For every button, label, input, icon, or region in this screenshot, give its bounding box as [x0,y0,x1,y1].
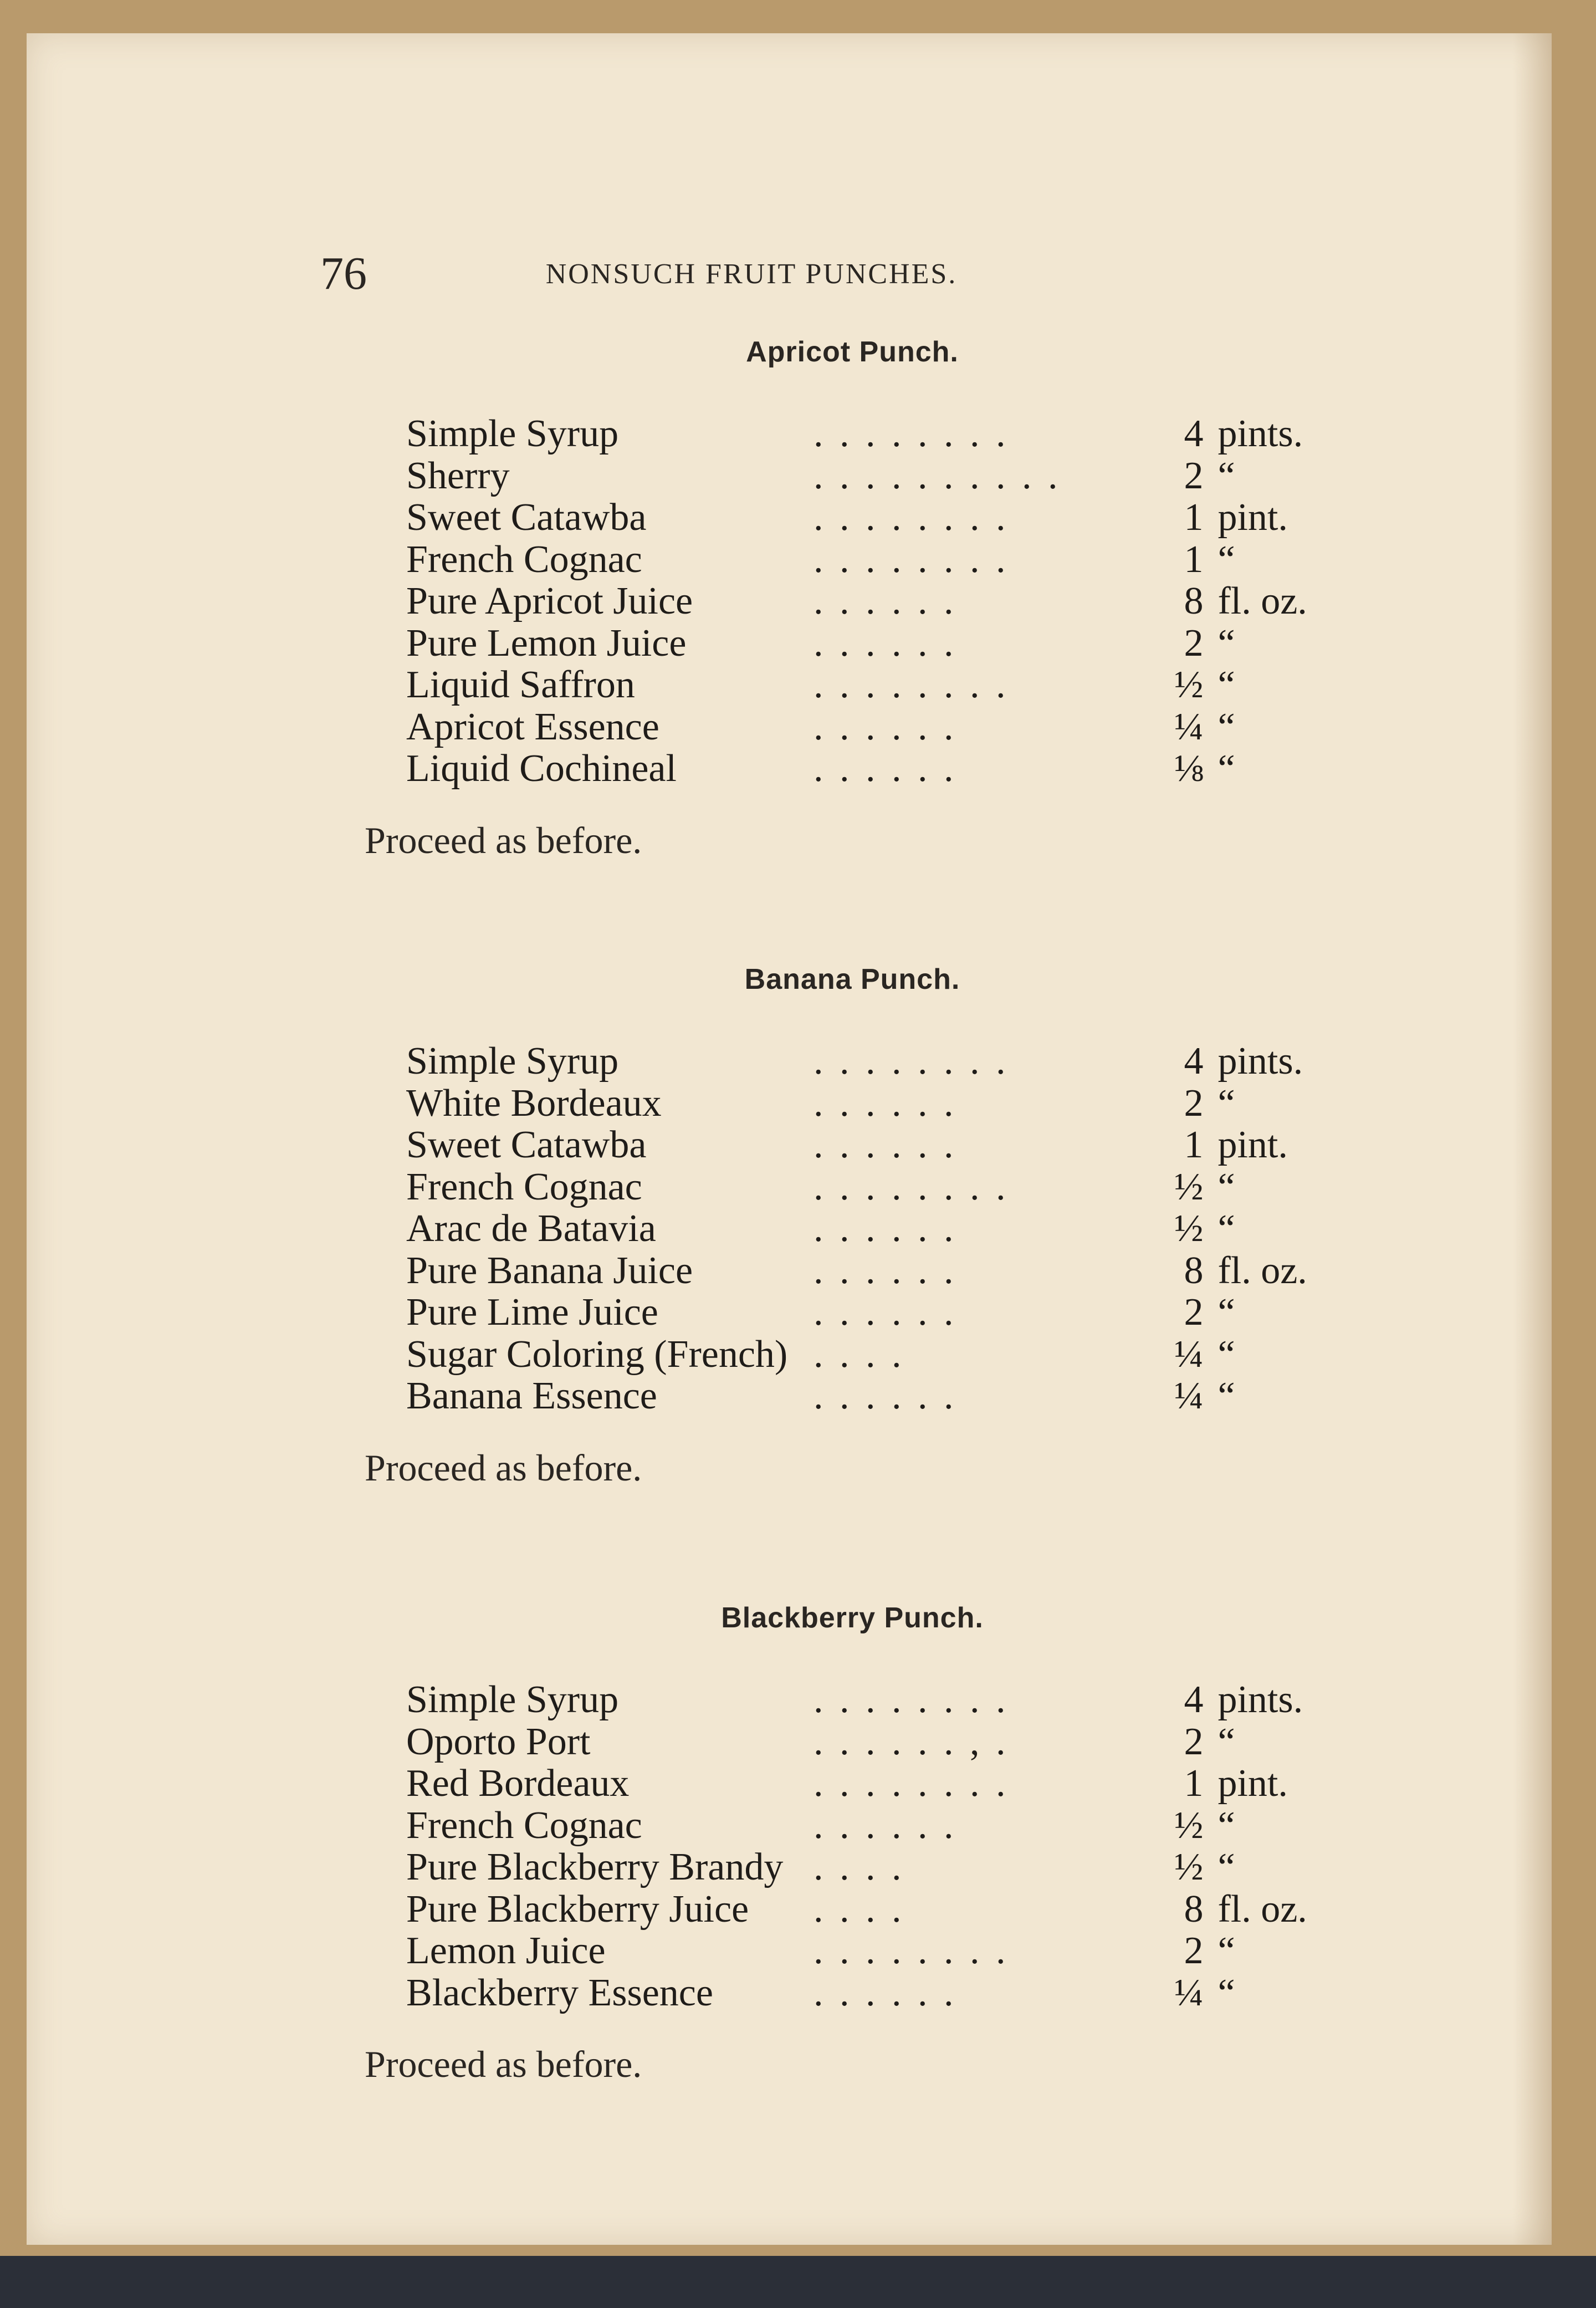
ingredient-quantity: 8 [1184,1249,1204,1292]
ingredient-unit: “ [1218,1291,1235,1334]
ingredient-name: White Bordeaux [406,1082,662,1124]
proceed-note: Proceed as before. [365,819,642,861]
ingredient-name: Liquid Cochineal [406,748,677,790]
ingredient-unit: “ [1218,1207,1235,1250]
ingredient-quantity: ¼ [1174,1332,1204,1376]
ingredient-row [337,413,1368,455]
running-title: NONSUCH FRUIT PUNCHES. [545,258,958,290]
ingredient-quantity: 2 [1184,1929,1204,1972]
ingredient-quantity: 2 [1184,621,1204,665]
leader-dots: . . . . . . . . . . [814,455,1061,497]
ingredient-quantity: 4 [1184,412,1204,455]
ingredient-unit: “ [1218,663,1235,706]
ingredient-quantity: 4 [1184,1040,1204,1082]
ingredient-quantity: 2 [1184,454,1204,497]
ingredient-quantity: ¼ [1174,1375,1204,1417]
ingredient-quantity: 2 [1184,1291,1204,1334]
ingredient-row [337,1250,1368,1292]
ingredient-unit: “ [1218,705,1235,748]
ingredient-name: Pure Blackberry Brandy [406,1846,784,1888]
ingredient-row [337,1124,1368,1166]
ingredient-list [337,1040,1368,1417]
ingredient-row [337,1166,1368,1208]
ingredient-unit: pints. [1218,412,1303,455]
ingredient-unit: “ [1218,454,1235,497]
ingredient-name: Liquid Saffron [406,664,635,706]
page-header [291,247,1211,308]
ingredient-quantity: 1 [1184,538,1204,581]
ingredient-name: Pure Lemon Juice [406,622,687,664]
ingredient-row [337,1763,1368,1805]
ingredient-row [337,1334,1368,1376]
leader-dots: . . . . . . [814,1082,957,1124]
recipe-title: Apricot Punch. [746,336,959,368]
ingredient-row [337,748,1368,790]
ingredient-name: Pure Lime Juice [406,1291,658,1334]
ingredient-quantity: 1 [1184,1124,1204,1166]
ingredient-row [337,1291,1368,1334]
ingredient-name: Apricot Essence [406,706,659,748]
ingredient-quantity: 1 [1184,1762,1204,1805]
recipe-banana-punch [337,963,1368,1490]
ingredient-row [337,664,1368,706]
ingredient-name: Simple Syrup [406,413,619,455]
ingredient-name: Sweet Catawba [406,497,647,539]
ingredient-name: Blackberry Essence [406,1972,713,2014]
ingredient-quantity: ½ [1174,1165,1204,1208]
ingredient-name: Simple Syrup [406,1679,619,1721]
ingredient-unit: “ [1218,1929,1235,1972]
recipe-blackberry-punch [337,1601,1368,2086]
leader-dots: . . . . [814,1333,905,1375]
recipe-apricot-punch [337,335,1368,862]
ingredient-unit: pints. [1218,1678,1303,1721]
ingredient-name: French Cognac [406,1166,642,1208]
ingredient-quantity: ½ [1174,1804,1204,1847]
ingredient-unit: pint. [1218,496,1288,539]
ingredient-name: Red Bordeaux [406,1763,630,1805]
book-page [27,33,1552,2245]
leader-dots: . . . . . . [814,622,957,664]
leader-dots: . . . . . . [814,1208,957,1250]
leader-dots: . . . . . . [814,706,957,748]
ingredient-list [337,1679,1368,2014]
ingredient-name: Sherry [406,455,510,497]
page-gutter-shadow [1513,33,1552,2245]
leader-dots: . . . . . . [814,1249,957,1291]
ingredient-row [337,455,1368,497]
ingredient-name: French Cognac [406,538,642,580]
leader-dots: . . . . [814,1888,905,1930]
ingredient-quantity: 8 [1184,1887,1204,1931]
ingredient-unit: fl. oz. [1218,1887,1307,1931]
recipe-title: Banana Punch. [744,963,960,995]
ingredient-quantity: ¼ [1174,1971,1204,2014]
leader-dots: . . . . . . [814,748,957,790]
ingredient-quantity: 4 [1184,1678,1204,1721]
leader-dots: . . . . . . [814,1291,957,1334]
ingredient-unit: “ [1218,1720,1235,1763]
ingredient-name: Pure Blackberry Juice [406,1888,749,1930]
leader-dots: . . . . . . [814,580,957,622]
proceed-note: Proceed as before. [365,2043,642,2085]
ingredient-unit: “ [1218,747,1235,790]
ingredient-name: Banana Essence [406,1375,657,1417]
ingredient-unit: “ [1218,621,1235,665]
ingredient-name: Simple Syrup [406,1040,619,1082]
ingredient-row [337,1930,1368,1972]
ingredient-name: Arac de Batavia [406,1208,656,1250]
leader-dots: . . . . . . [814,1124,957,1166]
ingredient-quantity: ⅛ [1174,747,1204,790]
ingredient-row [337,1040,1368,1082]
ingredient-unit: pints. [1218,1040,1303,1082]
ingredient-list [337,413,1368,790]
ingredient-quantity: ½ [1174,663,1204,706]
ingredient-quantity: 2 [1184,1081,1204,1125]
ingredient-row [337,1805,1368,1847]
ingredient-unit: “ [1218,1081,1235,1125]
ingredient-unit: “ [1218,1846,1235,1888]
ingredient-row [337,1888,1368,1931]
ingredient-row [337,1679,1368,1721]
ingredient-row [337,539,1368,581]
ingredient-row [337,1721,1368,1763]
leader-dots: . . . . . . . . [814,538,1009,580]
ingredient-row [337,1082,1368,1125]
ingredient-quantity: ½ [1174,1207,1204,1250]
recipe-title: Blackberry Punch. [721,1602,984,1634]
ingredient-unit: “ [1218,1332,1235,1376]
leader-dots: . . . . . . . . [814,1679,1009,1721]
leader-dots: . . . . . . . . [814,1166,1009,1208]
ingredient-unit: fl. oz. [1218,1249,1307,1292]
ingredient-unit: pint. [1218,1124,1288,1166]
leader-dots: . . . . [814,1846,905,1888]
ingredient-row [337,1208,1368,1250]
ingredient-unit: “ [1218,1165,1235,1208]
ingredient-row [337,1375,1368,1417]
ingredient-name: Sugar Coloring (French) [406,1333,788,1375]
leader-dots: . . . . . . . . [814,497,1009,539]
leader-dots: . . . . . . [814,1804,957,1846]
ingredient-unit: fl. oz. [1218,580,1307,622]
ingredient-row [337,1846,1368,1888]
ingredient-unit: “ [1218,1375,1235,1417]
ingredient-row [337,497,1368,539]
ingredient-unit: “ [1218,538,1235,581]
leader-dots: . . . . . . [814,1375,957,1417]
ingredient-row [337,622,1368,665]
leader-dots: . . . . . . . . [814,413,1009,455]
ingredient-quantity: 8 [1184,580,1204,622]
ingredient-row [337,1972,1368,2014]
ingredient-unit: “ [1218,1804,1235,1847]
page-number: 76 [320,248,367,299]
proceed-note: Proceed as before. [365,1446,642,1489]
leader-dots: . . . . . . . . [814,1040,1009,1082]
ingredient-quantity: ½ [1174,1846,1204,1888]
ingredient-quantity: ¼ [1174,705,1204,748]
ingredient-unit: pint. [1218,1762,1288,1805]
ingredient-row [337,706,1368,748]
ingredient-name: Oporto Port [406,1720,591,1763]
leader-dots: . . . . . . . . [814,1763,1009,1805]
leader-dots: . . . . . . . . [814,1930,1009,1972]
ingredient-quantity: 1 [1184,496,1204,539]
leader-dots: . . . . . . [814,1972,957,2014]
ingredient-name: Pure Banana Juice [406,1249,693,1291]
leader-dots: . . . . . . , . [814,1720,1009,1763]
ingredient-row [337,580,1368,622]
leader-dots: . . . . . . . . [814,664,1009,706]
ingredient-unit: “ [1218,1971,1235,2014]
ingredient-quantity: 2 [1184,1720,1204,1763]
ingredient-name: Lemon Juice [406,1930,606,1972]
ingredient-name: Sweet Catawba [406,1124,647,1166]
ingredient-name: Pure Apricot Juice [406,580,693,622]
ingredient-name: French Cognac [406,1804,642,1846]
